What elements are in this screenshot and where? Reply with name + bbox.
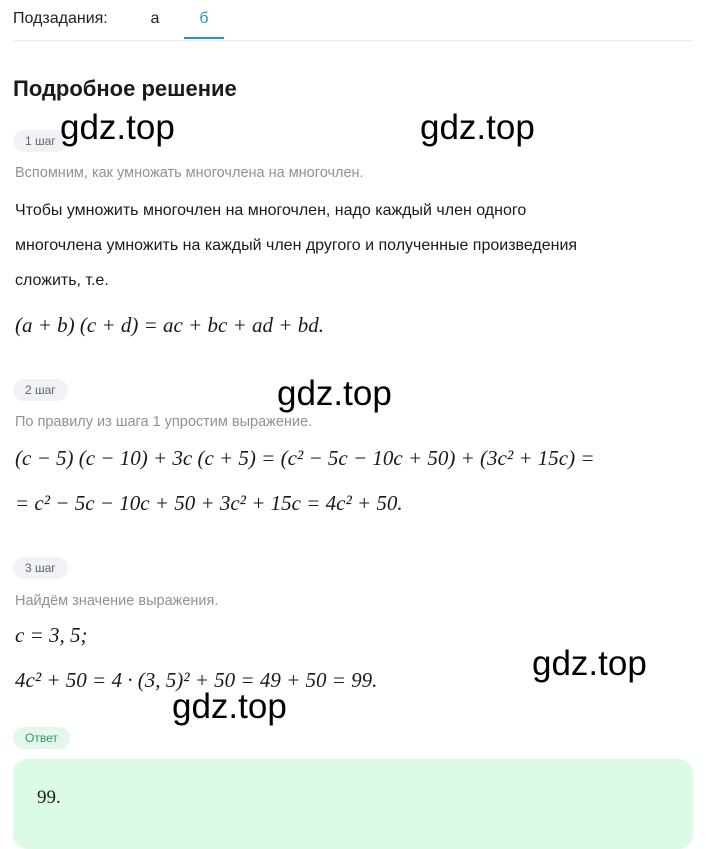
step-1-text-line-3: сложить, т.е. — [15, 272, 109, 289]
step-1-hint: Вспомним, как умножать многочлена на многочлен. — [15, 165, 364, 181]
step-2-hint: По правилу из шага 1 упростим выражение. — [15, 414, 313, 430]
step-1-formula-text: (a + b) (c + d) = ac + bc + ad + bd. — [15, 313, 324, 337]
step-3-formula-line-2-text: 4c² + 50 = 4 · (3, 5)² + 50 = 49 + 50 = 99. — [15, 668, 378, 692]
step-1-text-line-2: многочлена умножить на каждый член другого и полученные произведения — [15, 237, 578, 254]
step-2-formula-line-1-text: (c − 5) (c − 10) + 3c (c + 5) = (c² − 5c − 10c + 50) + (3c² + 15c) = — [15, 446, 595, 470]
step-3-formula-line-1 — [15, 623, 88, 648]
answer-value: 99. — [37, 787, 61, 808]
step-3-hint: Найдём значение выражения. — [15, 593, 219, 609]
watermark: gdz.top — [60, 108, 175, 147]
tab-b[interactable]: б — [199, 10, 209, 27]
subtask-tabs — [13, 0, 693, 41]
step-1-badge: 1 шаг — [13, 130, 68, 152]
watermark: gdz.top — [420, 108, 535, 147]
step-3-badge: 3 шаг — [13, 557, 68, 579]
step-3-formula-line-1-text: c = 3, 5; — [15, 623, 88, 647]
step-1-formula — [15, 313, 324, 338]
subtask-label: Подзадания: — [13, 10, 108, 27]
step-2-formula-line-2 — [15, 491, 403, 516]
answer-badge: Ответ — [13, 727, 70, 749]
step-2-badge: 2 шаг — [13, 379, 68, 401]
watermark: gdz.top — [532, 644, 647, 683]
page-title: Подробное решение — [13, 76, 237, 101]
step-1-text-line-1: Чтобы умножить многочлен на многочлен, надо каждый член одного — [15, 202, 527, 219]
tab-a[interactable]: а — [150, 10, 160, 27]
watermark: gdz.top — [277, 374, 392, 413]
watermark: gdz.top — [172, 687, 287, 726]
step-2-formula-line-1 — [15, 446, 595, 471]
answer-box — [13, 759, 693, 849]
active-tab-indicator — [184, 37, 224, 39]
step-2-formula-line-2-text: = c² − 5c − 10c + 50 + 3c² + 15c = 4c² + 50. — [15, 491, 403, 515]
